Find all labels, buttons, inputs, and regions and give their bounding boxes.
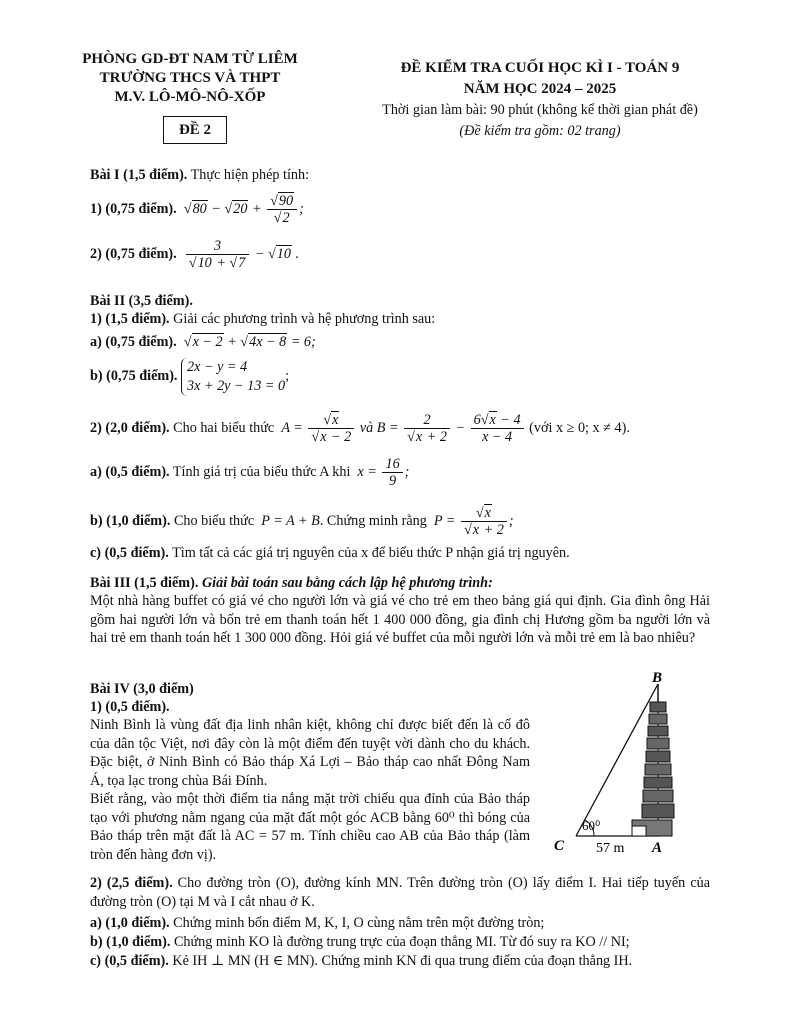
department-name: PHÒNG GD-ĐT NAM TỪ LIÊM bbox=[82, 51, 298, 67]
label-c: C bbox=[554, 838, 565, 854]
bai2-q2b: b) (1,0 điểm). Cho biểu thức P = A + B. Chứng minh rằng P = $\frac{√x}{√x + 2}$ ; bbox=[90, 505, 514, 539]
bai1-q2: 2) (0,75 điểm). $\frac{3}{√10 + √7}$ − √10 . bbox=[90, 238, 300, 272]
bai4-heading: Bài IV (3,0 điểm) bbox=[90, 681, 194, 697]
exam-code-box: ĐỀ 2 bbox=[163, 116, 227, 144]
math-expression: P = A + B bbox=[257, 513, 320, 529]
school-name: TRƯỜNG THCS VÀ THPT bbox=[99, 70, 281, 86]
bai4-q2a: a) (1,0 điểm). Chứng minh bốn điểm M, K, I, O cùng nằm trên một đường tròn; bbox=[90, 915, 545, 931]
bai2-q1b: b) (0,75 điểm). 2x − y = 4 3x + 2y − 13 = 0; bbox=[90, 358, 290, 394]
exam-title: ĐỀ KIỂM TRA CUỐI HỌC KÌ I - TOÁN 9 bbox=[400, 60, 680, 76]
math-expression: $\frac{3}{√10 + √7}$ − √10 . bbox=[180, 246, 299, 262]
bai2-q2: 2) (2,0 điểm). Cho hai biểu thức A = $\frac{√x}{√x - 2}$ và B = $\frac{2}{√x + 2}$ − $\frac{6√x - 4}{x - 4}$ (với x ≥ 0; x ≠ 4). bbox=[90, 412, 630, 446]
length-label: 57 m bbox=[596, 841, 625, 856]
math-expression: x = $\frac{16}{9}$ ; bbox=[353, 456, 410, 490]
exam-pages: (Đề kiểm tra gồm: 02 trang) bbox=[459, 123, 621, 139]
bai4-q1-paragraph-1: Ninh Bình là vùng đất địa linh nhân kiệt, không chỉ được biết đến là cố đô của dân tộc Việt, nơi đây còn là một điểm đến tuyệt vời dành cho du khách. Đặc biệt, ở Ninh Bình có Bảo tháp Xá Lợi – Bảo tháp cao nhất Đông Nam Á, tọa lạc trong chùa Bái Đính. bbox=[90, 717, 530, 789]
school-header bbox=[70, 50, 310, 107]
bai4-q1-paragraph-2: Biết rằng, vào một thời điểm tia nắng mặt trời chiếu qua đỉnh của Bảo tháp tạo với phương nằm ngang của mặt đất một góc ACB bằng 60⁰ thì bóng của Bảo tháp trên mặt đất là AC = 57 m. Tính chiều cao AB của Bảo tháp (làm tròn đến hàng đơn vị). bbox=[90, 791, 530, 863]
equation-system: 2x − y = 4 3x + 2y − 13 = 0 bbox=[181, 358, 285, 396]
bai2-q1a: a) (0,75 điểm). √x − 2 + √4x − 8 = 6; bbox=[90, 334, 316, 350]
bai4-q2: 2) (2,5 điểm). Cho đường tròn (O), đường kính MN. Trên đường tròn (O) lấy điểm I. Hai tiếp tuyến của đường tròn (O) tại M và I cắt nhau ở K. bbox=[90, 875, 711, 910]
label-a: A bbox=[652, 840, 663, 856]
bai2-q1: 1) (1,5 điểm). Giải các phương trình và hệ phương trình sau: bbox=[90, 311, 436, 327]
bai4-q1-label: 1) (0,5 điểm). bbox=[90, 699, 170, 715]
bai3-text: Một nhà hàng buffet có giá vé cho người lớn và giá vé cho trẻ em theo bảng giá qui định. Gia đình ông Hải gồm hai người lớn và bốn trẻ em thanh toán hết 1 400 000 đồng, gia đình chị Hương gồm ba người lớn và hai trẻ em thanh toán hết 1 300 000 đồng. Hỏi giá vé buffet của mỗi người lớn và mỗi trẻ em là bao nhiêu? bbox=[90, 593, 710, 647]
exam-time: Thời gian làm bài: 90 phút (không kể thời gian phát đề) bbox=[382, 102, 698, 118]
math-expression: A = $\frac{√x}{√x - 2}$ và B = $\frac{2}{√x + 2}$ − $\frac{6√x - 4}{x - 4}$ bbox=[278, 420, 526, 436]
bai1-heading: Bài I (1,5 điểm). Thực hiện phép tính: bbox=[90, 167, 310, 183]
tower-triangle-figure bbox=[548, 668, 688, 864]
exam-header bbox=[330, 58, 750, 142]
school-year: NĂM HỌC 2024 – 2025 bbox=[463, 81, 617, 97]
bai3-heading: Bài III (1,5 điểm). Giải bài toán sau bằng cách lập hệ phương trình: bbox=[90, 575, 493, 591]
math-expression: √80 − √20 + $\frac{√90}{√2}$ ; bbox=[180, 193, 304, 227]
label-b: B bbox=[652, 670, 663, 686]
bai2-heading: Bài II (3,5 điểm). bbox=[90, 293, 193, 309]
math-expression: P = $\frac{√x}{√x + 2}$ ; bbox=[430, 505, 514, 539]
bai4-q2c: c) (0,5 điểm). Kẻ IH ⊥ MN (H ∈ MN). Chứng minh KN đi qua trung điểm của đoạn thẳng IH. bbox=[90, 953, 633, 969]
bai1-q1: 1) (0,75 điểm). √80 − √20 + $\frac{√90}{√2}$ ; bbox=[90, 193, 304, 227]
math-expression: √x − 2 + √4x − 8 = 6; bbox=[180, 334, 316, 350]
bai4-q2b: b) (1,0 điểm). Chứng minh KO là đường trung trực của đoạn thẳng MI. Từ đó suy ra KO // NI; bbox=[90, 934, 630, 950]
bai2-q2a: a) (0,5 điểm). Tính giá trị của biểu thức A khi x = $\frac{16}{9}$ ; bbox=[90, 456, 410, 490]
angle-label: 60⁰ bbox=[582, 818, 601, 833]
tower-icon bbox=[632, 684, 674, 836]
bai2-q2c: c) (0,5 điểm). Tìm tất cả các giá trị nguyên của x để biểu thức P nhận giá trị nguyên. bbox=[90, 545, 570, 561]
school-name-2: M.V. LÔ-MÔ-NÔ-XỐP bbox=[114, 89, 266, 105]
